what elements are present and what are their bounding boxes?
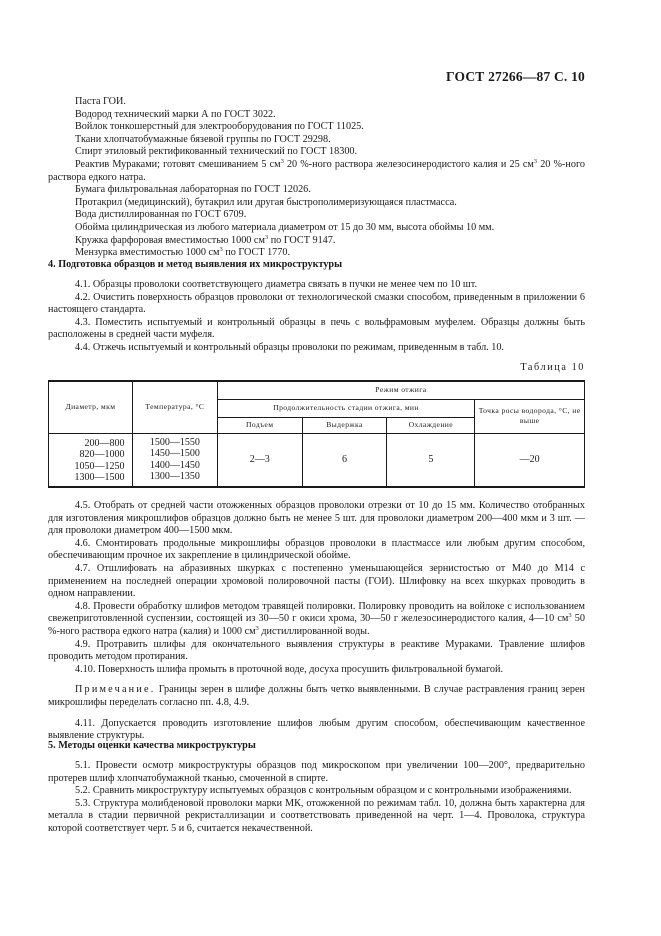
paragraph-4-11: 4.11. Допускается проводить изготовление шлифов любым другим способом, обеспечивающим качественное выявление структуры. (48, 717, 585, 742)
paragraph-4-8: 4.8. Провести обработку шлифов методом травящей полировки. Полировку проводить на войлоке с использованием свежеприготовленной суспензии, состоящей из 30—50 г окиси хрома, 30—50 г железосинеродистого калия, 4—10 $см^3$ 50 %-ного раствора едкого натра (калия) и 1000 $см^3$ дистиллированной воды. (48, 600, 585, 637)
header-cool: Охлаждение (387, 417, 475, 433)
paragraph-4-7: 4.7. Отшлифовать на абразивных шкурках с постепенно уменьшающейся зернистостью от М40 до М14 с применением на последней операции хромовой полировочной пасты (ГОИ). Шлифовку на всех шкурках проводить в одном направлении. (48, 562, 585, 600)
temperature-value: 1300—1350 (149, 471, 200, 483)
material-item: Спирт этиловый ректификованный технический по ГОСТ 18300. (75, 146, 358, 158)
paragraph-4-9: 4.9. Протравить шлифы для окончательного выявления структуры в реактиве Мураками. Травление шлифов проводить методом протирания. (48, 638, 585, 663)
material-item: Паста ГОИ. (75, 96, 126, 107)
temperature-value: 1400—1450 (149, 459, 200, 471)
cell-dewpoint: —20 (475, 433, 585, 487)
section-4 (48, 259, 585, 272)
paragraph-5-1: 5.1. Провести осмотр микроструктуры образцов под микроскопом при увеличении 100—200°, предварительно протерев шлиф хлопчатобумажной тканью, смоченной в спирте. (48, 760, 585, 784)
material-item: Водород технический марки А по ГОСТ 3022. (75, 108, 276, 120)
header-dewpoint: Точка росы водорода, °С, не выше (475, 399, 585, 433)
section-5-title: 5. Методы оценки качества микроструктуры (48, 740, 256, 751)
material-item: Протакрил (медицинский), бутакрил или другая быстрополимеризующаяся пластмасса. (75, 196, 457, 208)
paragraph-4-2: 4.2. Очистить поверхность образцов проволоки от технологической смазки способом, приведенным в приложении 6 настоящего стандарта. (48, 291, 585, 316)
material-item: Вода дистиллированная по ГОСТ 6709. (75, 209, 247, 221)
header-temperature: Температура, °С (132, 381, 217, 433)
note (48, 684, 585, 709)
header-hold: Выдержка (302, 417, 387, 433)
material-item-reagent: Реактив Мураками; готовят смешиванием 5 $см^3$ 20 %-ного раствора железосинеродистого калия и 25 $см^3$ 20 %-ного раствора едкого натра. (48, 157, 585, 183)
paragraph-4-6: 4.6. Смонтировать продольные микрошлифы образцов проволоки в пластмассе или любым другим способом, обеспечивающим прочное их закрепление в цилиндрической обойме. (48, 537, 585, 562)
diameter-value: 820—1000 (79, 449, 125, 461)
paragraph-4-3: 4.3. Поместить испытуемый и контрольный образцы в печь с вольфрамовым муфелем. Образцы должны быть расположены в средней части муфеля. (48, 316, 585, 341)
diameter-value: 200—800 (84, 437, 125, 449)
paragraph-5-3: 5.3. Структура молибденовой проволоки марки МК, отожженной по режимам табл. 10, должна быть характерна для металла в стадии первичной рекристаллизации и соответствовать приведенной на черт. 1—4. Проволока, структура которой соответствует черт. 5 и 6, считается некачественной. (48, 797, 585, 834)
cell-hold: 6 (302, 433, 387, 487)
table-10 (48, 380, 585, 488)
paragraph-5-2: 5.2. Сравнить микроструктуру испытуемых образцов с контрольным образцом и с контрольными изображениями. (75, 785, 572, 797)
section-5-body (48, 760, 585, 836)
header-diameter: Диаметр, мкм (49, 381, 133, 433)
cell-temperatures (132, 433, 217, 487)
material-item: Мензурка вместимостью 1000 $см^3$ по ГОСТ 1770. (75, 246, 291, 259)
paragraph-4-1: 4.1. Образцы проволоки соответствующего диаметра связать в пучки не менее чем по 10 шт. (75, 279, 477, 290)
note-text: Границы зерен в шлифе должны быть четко выявленными. В случае растравления границ зерен микрошлифы переделать согласно пп. 4.8, 4.9. (48, 684, 585, 708)
table-caption: Таблица 10 (520, 362, 585, 373)
paragraph-4-4: 4.4. Отжечь испытуемый и контрольный образцы проволоки по режимам, приведенным в табл. 10. (75, 341, 504, 353)
diameter-value: 1050—1250 (74, 460, 125, 472)
material-item: Кружка фарфоровая вместимостью 1000 $см^3$ по ГОСТ 9147. (75, 233, 336, 246)
note-label: Примечание. (75, 684, 156, 696)
cell-rise: 2—3 (217, 433, 302, 487)
header-rise: Подъем (217, 417, 302, 433)
temperature-value: 1450—1500 (149, 448, 200, 460)
section-5 (48, 740, 585, 753)
section-4-body (48, 279, 585, 355)
materials-list (48, 96, 585, 260)
section-4-continued (48, 500, 585, 743)
section-4-title: 4. Подготовка образцов и метод выявления их микроструктуры (48, 259, 343, 270)
temperature-value: 1500—1550 (149, 436, 200, 448)
material-item: Обойма цилиндрическая из любого материала диаметром от 15 до 30 мм, высота обоймы 10 мм. (75, 221, 495, 233)
diameter-value: 1300—1500 (74, 472, 125, 484)
header-mode: Режим отжига (217, 381, 584, 399)
cell-diameters (49, 433, 133, 487)
material-item: Бумага фильтровальная лабораторная по ГОСТ 12026. (75, 184, 311, 196)
page-header: ГОСТ 27266—87 С. 10 (446, 69, 585, 84)
paragraph-4-10: 4.10. Поверхность шлифа промыть в проточной воде, досуха просушить фильтровальной бумагой. (75, 663, 503, 675)
header-duration: Продолжительность стадии отжига, мин (217, 399, 474, 417)
cell-cool: 5 (387, 433, 475, 487)
paragraph-4-5: 4.5. Отобрать от средней части отожженных образцов проволоки отрезки от 10 до 15 мм. Количество отобранных для изготовления микрошлифов образцов должно быть не менее 5 шт. для проволоки диаметром 200—400 мкм и 3 шт. — для проволоки диаметром 400—1500 мкм. (48, 500, 585, 537)
material-item: Войлок тонкошерстный для электрооборудования по ГОСТ 11025. (75, 121, 364, 133)
material-item: Ткани хлопчатобумажные бязевой группы по ГОСТ 29298. (75, 133, 331, 145)
